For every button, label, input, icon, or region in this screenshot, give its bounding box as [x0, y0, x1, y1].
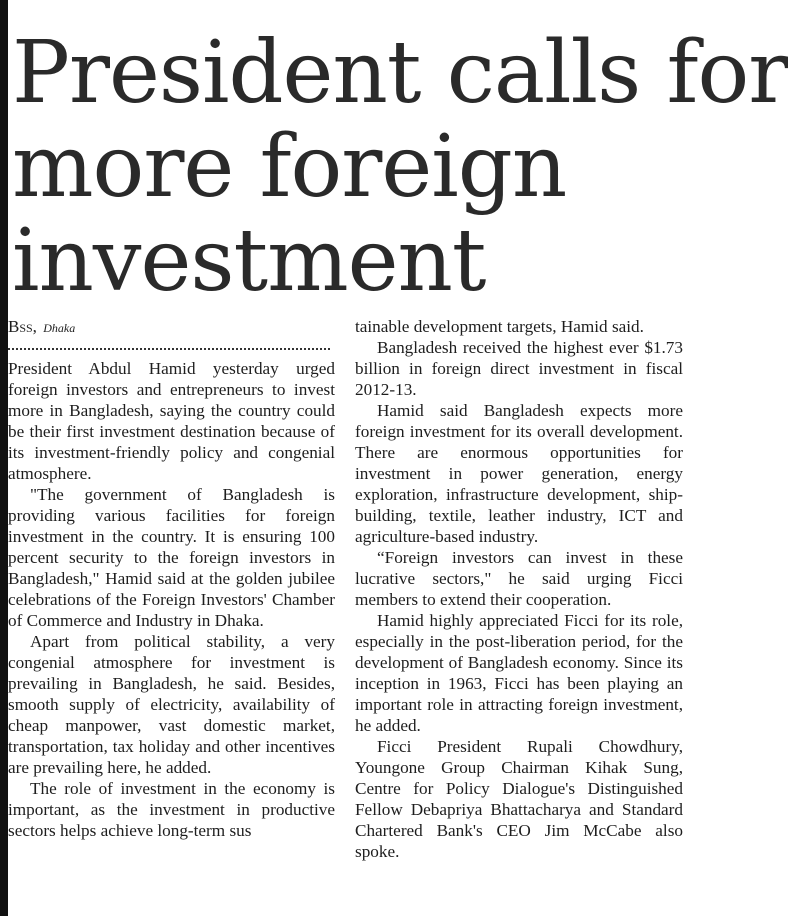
headline-line-2: more foreign	[12, 117, 567, 217]
byline-agency: Bss,	[8, 317, 37, 336]
paragraph-6: Hamid said Bangladesh expects more foreign investment for its overall development. There are enormous opportunities for investment in power generation, energy exploration, infrastructure development, ship-building, textile, leather industry, ICT and agriculture-based industry.	[355, 401, 683, 546]
article-column-left	[8, 316, 335, 841]
paragraph-8: Hamid highly appreciated Ficci for its role, especially in the post-liberation period, for the development of Bangladesh economy. Since its inception in 1963, Ficci has been playing an important role in attracting foreign investment, he added.	[355, 611, 683, 735]
page-edge-bar	[0, 0, 8, 916]
paragraph-1: President Abdul Hamid yesterday urged foreign investors and entrepreneurs to invest more in Bangladesh, saying the country could be their first investment destination because of its investment-friendly policy and congenial atmosphere.	[8, 359, 335, 483]
paragraph-4: The role of investment in the economy is important, as the investment in productive sectors helps achieve long-term sus	[8, 779, 335, 840]
paragraph-3: Apart from political stability, a very congenial atmosphere for investment is prevailing in Bangladesh, he said. Besides, smooth supply of electricity, availability of cheap manpower, vast domestic market, transportation, tax holiday and other incentives are prevailing here, he added.	[8, 632, 335, 777]
article-column-right	[355, 316, 683, 862]
paragraph-9: Ficci President Rupali Chowdhury, Youngone Group Chairman Kihak Sung, Centre for Policy Dialogue's Distinguished Fellow Debapriya Bhattacharya and Standard Chartered Bank's CEO Jim McCabe also spoke.	[355, 737, 683, 861]
byline-divider	[8, 348, 330, 350]
headline-line-1: President calls for	[12, 23, 788, 123]
paragraph-4-continued: tainable development targets, Hamid said.	[355, 317, 644, 336]
headline	[12, 23, 788, 311]
paragraph-7: “Foreign investors can invest in these lucrative sectors," he said urging Ficci members to extend their cooperation.	[355, 548, 683, 609]
headline-line-3: investment	[12, 211, 486, 311]
byline	[8, 316, 335, 338]
paragraph-2: "The government of Bangladesh is providing various facilities for foreign investment in the country. It is ensuring 100 percent security to the foreign investors in Bangladesh," Hamid said at the golden jubilee celebrations of the Foreign Investors' Chamber of Commerce and Industry in Dhaka.	[8, 485, 335, 630]
paragraph-5: Bangladesh received the highest ever $1.73 billion in foreign direct investment in fiscal 2012-13.	[355, 338, 683, 399]
byline-city: Dhaka	[43, 321, 76, 335]
